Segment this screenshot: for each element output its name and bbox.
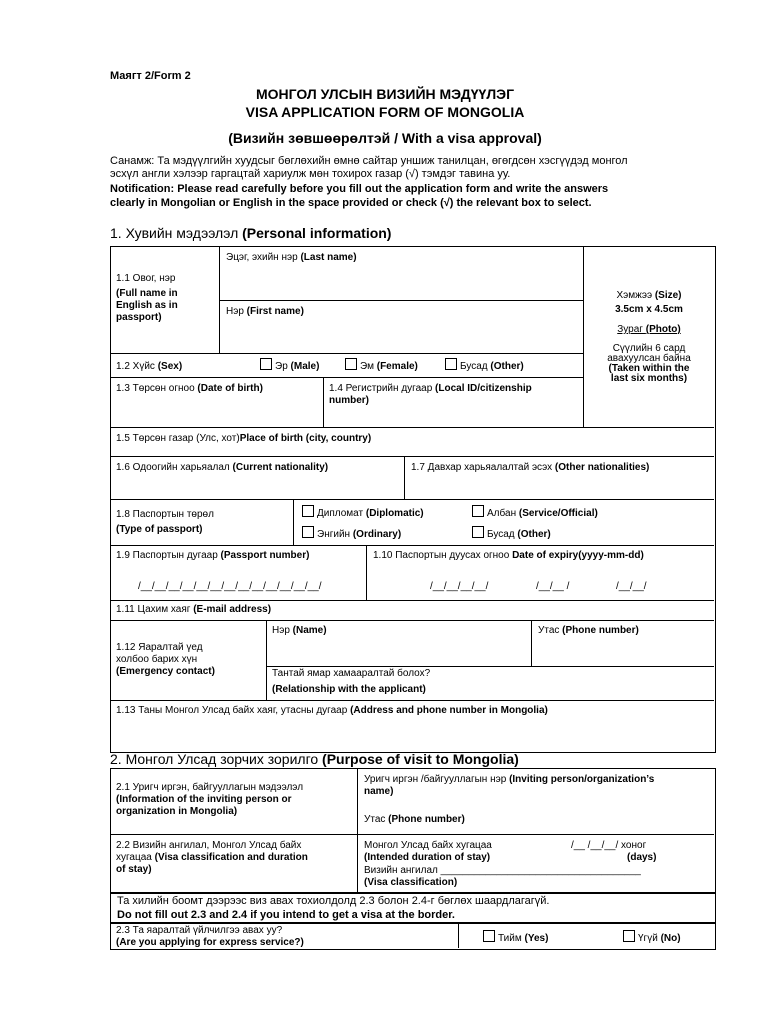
- current-nationality-field[interactable]: 1.6 Одоогийн харьяалал (Current nationality): [116, 462, 329, 473]
- express-yes-option[interactable]: Тийм (Yes): [483, 930, 548, 945]
- sex-female-option[interactable]: Эм (Female): [345, 358, 418, 373]
- relationship-field[interactable]: Тантай ямар хамааралтай болох? (Relationship with the applicant): [272, 668, 431, 695]
- ordinary-checkbox[interactable]: [302, 526, 314, 538]
- notice-en-line2: clearly in Mongolian or English in the space provided or check (√) the relevant box to select.: [110, 197, 592, 209]
- section-2-heading: 2. Монгол Улсад зорчих зорилго (Purpose of visit to Mongolia): [110, 751, 519, 767]
- title-mongolian: МОНГОЛ УЛСЫН ВИЗИЙН МЭДҮҮЛЭГ: [255, 86, 515, 102]
- male-checkbox[interactable]: [260, 358, 272, 370]
- inviting-person-label: 2.1 Уригч иргэн, байгууллагын мэдээлэл (Information of the inviting person or organization in Mongolia): [116, 782, 304, 817]
- place-of-birth-field[interactable]: 1.5 Төрсөн газар (Улс, хот)Place of birth (city, country): [116, 433, 372, 444]
- emergency-phone-field[interactable]: Утас (Phone number): [538, 625, 639, 636]
- inviting-phone-field[interactable]: Утас (Phone number): [364, 814, 465, 825]
- other-sex-checkbox[interactable]: [445, 358, 457, 370]
- expiry-month-input[interactable]: /__/__ /: [536, 581, 570, 592]
- passport-service-option[interactable]: Албан (Service/Official): [472, 505, 598, 520]
- passport-ordinary-option[interactable]: Энгийн (Ordinary): [302, 526, 401, 541]
- passport-diplomatic-option[interactable]: Дипломат (Diplomatic): [302, 505, 424, 520]
- other-nationalities-field[interactable]: 1.7 Давхар харьяалалтай эсэх (Other nationalities): [411, 462, 650, 473]
- diplomatic-checkbox[interactable]: [302, 505, 314, 517]
- yes-checkbox[interactable]: [483, 930, 495, 942]
- passport-type-label: 1.8 Паспортын төрөл (Type of passport): [116, 509, 214, 535]
- form-number: Маягт 2/Form 2: [110, 70, 191, 82]
- duration-of-stay-field[interactable]: Монгол Улсад байх хугацаа (Intended duration of stay): [364, 840, 492, 863]
- border-note-en: Do not fill out 2.3 and 2.4 if you intend to get a visa at the border.: [117, 909, 455, 921]
- expiry-year-input[interactable]: /__/__/__/__/: [430, 581, 489, 592]
- expiry-day-input[interactable]: /__/__/: [616, 581, 647, 592]
- email-field[interactable]: 1.11 Цахим хаяг (E-mail address): [116, 604, 272, 615]
- sex-other-option[interactable]: Бусад (Other): [445, 358, 524, 373]
- title-english: VISA APPLICATION FORM OF MONGOLIA: [245, 104, 525, 120]
- section-1-heading: 1. Хувийн мэдээлэл (Personal information): [110, 225, 392, 241]
- date-of-birth-field[interactable]: 1.3 Төрсөн огноо (Date of birth): [116, 383, 263, 394]
- passport-number-input[interactable]: /__/__/__/__/__/__/__/__/__/__/__/__/__/: [138, 581, 322, 592]
- sex-male-option[interactable]: Эр (Male): [260, 358, 319, 373]
- visa-classification-field[interactable]: Визийн ангилал ____________________________________ (Visa classification): [364, 865, 641, 888]
- duration-days-input[interactable]: /__ /__/__/ хоног: [571, 840, 647, 851]
- days-unit: (days): [627, 852, 657, 863]
- notice-mn-line1: Санамж: Та мэдүүлгийн хуудсыг бөглөхийн өмнө сайтар уншиж танилцан, өгөгдсөн хэсгүүдэд монгол: [110, 155, 628, 167]
- inviting-name-field[interactable]: Уригч иргэн /байгууллагын нэр (Inviting person/organization’s name): [364, 774, 655, 797]
- no-checkbox[interactable]: [623, 930, 635, 942]
- local-id-field[interactable]: 1.4 Регистрийн дугаар (Local ID/citizenship number): [329, 383, 532, 406]
- service-checkbox[interactable]: [472, 505, 484, 517]
- passport-number-label: 1.9 Паспортын дугаар (Passport number): [116, 550, 310, 561]
- visa-class-duration-label: 2.2 Визийн ангилал, Монгол Улсад байх хугацаа (Visa classification and duration of stay): [116, 840, 308, 875]
- express-service-label: 2.3 Та яаралтай үйлчилгээ авах уу? (Are you applying for express service?): [116, 925, 304, 948]
- notice-mn-line2: эсхүл англи хэлээр гаргацтай хариулж мөн тохирох газар (√) тэмдэг тавина уу.: [110, 168, 511, 180]
- sex-label: 1.2 Хүйс (Sex): [116, 361, 183, 372]
- expiry-date-label: 1.10 Паспортын дуусах огноо Date of expiry(yyyy-mm-dd): [373, 550, 644, 561]
- mongolia-address-field[interactable]: 1.13 Таны Монгол Улсад байх хаяг, утасны дугаар (Address and phone number in Mongolia): [116, 705, 548, 716]
- other-passport-checkbox[interactable]: [472, 526, 484, 538]
- photo-area: Хэмжээ (Size) 3.5cm x 4.5cm Зураг (Photo) Сүүлийн 6 сард авахуулсан байна (Taken within the last six months): [607, 290, 691, 384]
- female-checkbox[interactable]: [345, 358, 357, 370]
- last-name-field[interactable]: Эцэг, эхийн нэр (Last name): [226, 252, 357, 263]
- first-name-field[interactable]: Нэр (First name): [226, 306, 304, 317]
- emergency-contact-label: 1.12 Яаралтай үед холбоо барих хүн (Emergency contact): [116, 642, 215, 677]
- express-no-option[interactable]: Үгүй (No): [623, 930, 681, 945]
- full-name-label: 1.1 Овог, нэр (Full name in English as in passport): [116, 273, 178, 323]
- notice-en-line1: Notification: Please read carefully before you fill out the application form and write the answers: [110, 183, 609, 195]
- emergency-name-field[interactable]: Нэр (Name): [272, 625, 327, 636]
- border-note-mn: Та хилийн боомт дээрээс виз авах тохиолдолд 2.3 болон 2.4-г бөглөх шаардлагагүй.: [117, 895, 550, 907]
- subtitle: (Визийн зөвшөөрөлтэй / With a visa approval): [228, 130, 542, 146]
- passport-other-option[interactable]: Бусад (Other): [472, 526, 551, 541]
